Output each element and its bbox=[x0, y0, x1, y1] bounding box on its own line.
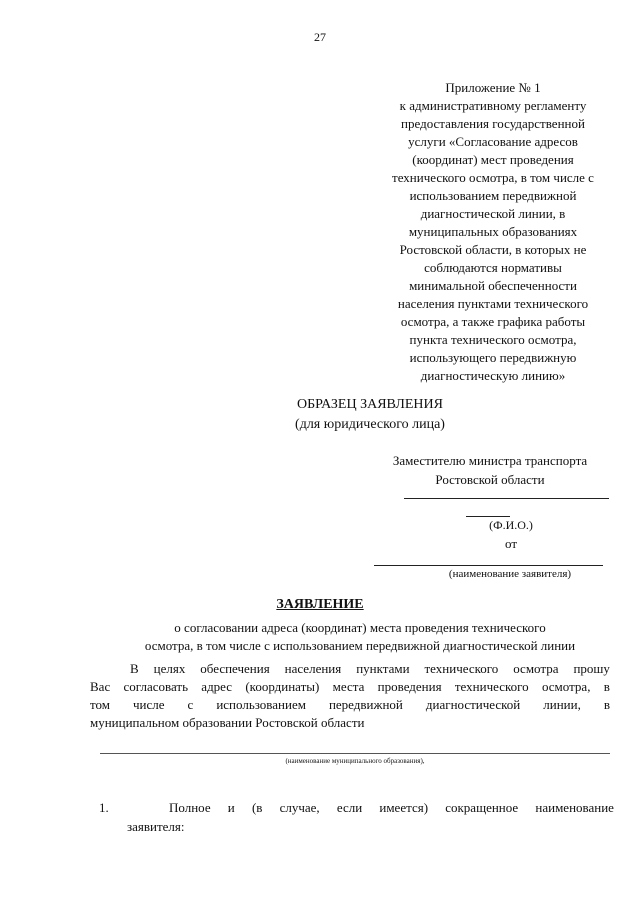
appendix-line: Приложение № 1 bbox=[445, 80, 541, 95]
sample-heading: ОБРАЗЕЦ ЗАЯВЛЕНИЯ bbox=[297, 397, 443, 412]
appendix-line: пункта технического осмотра, bbox=[409, 332, 577, 347]
fio-caption: (Ф.И.О.) bbox=[489, 518, 533, 532]
paragraph-word: числе bbox=[133, 697, 165, 712]
item-label-line-1 bbox=[169, 798, 614, 817]
fio-blank-line bbox=[404, 498, 609, 499]
appendix-line: диагностической линии, в bbox=[420, 206, 566, 221]
municipality-blank-line bbox=[100, 753, 610, 754]
paragraph-word: адрес bbox=[201, 679, 233, 694]
statement-subtitle-line-1: о согласовании адреса (координат) места проведения технического bbox=[174, 620, 546, 635]
applicant-caption: (наименование заявителя) bbox=[448, 568, 572, 580]
paragraph-word: места bbox=[332, 679, 365, 694]
appendix-line: населения пунктами технического bbox=[397, 296, 589, 311]
item-label-line-2: заявителя: bbox=[127, 819, 185, 834]
request-paragraph bbox=[90, 660, 610, 732]
paragraph-word: Вас bbox=[90, 679, 111, 694]
paragraph-word: проведения bbox=[377, 679, 442, 694]
paragraph-line bbox=[90, 696, 610, 714]
municipality-caption: (наименование муниципального образования), bbox=[285, 757, 425, 765]
paragraph-word: пунктами bbox=[356, 661, 410, 676]
paragraph-word: осмотра bbox=[513, 661, 559, 676]
appendix-block bbox=[360, 79, 626, 385]
paragraph-word: населения bbox=[284, 661, 342, 676]
statement-title: ЗАЯВЛЕНИЕ bbox=[276, 597, 364, 612]
paragraph-word: передвижной bbox=[328, 697, 403, 712]
item-number: 1. bbox=[99, 800, 109, 815]
paragraph-word: В bbox=[130, 661, 139, 676]
paragraph-word: технического bbox=[454, 679, 529, 694]
item-label-word: если bbox=[336, 800, 363, 815]
paragraph-word: обеспечения bbox=[200, 661, 270, 676]
paragraph-word: в bbox=[603, 697, 610, 712]
paragraph-word: с bbox=[187, 697, 194, 712]
sample-subheading: (для юридического лица) bbox=[295, 417, 445, 432]
paragraph-line bbox=[90, 678, 610, 696]
item-label-word: (в bbox=[251, 800, 263, 815]
from-label: от bbox=[504, 536, 517, 551]
paragraph-word: согласовать bbox=[123, 679, 188, 694]
appendix-line: диагностическую линию» bbox=[420, 368, 566, 383]
statement-subtitle bbox=[80, 619, 640, 655]
appendix-line: (координат) мест проведения bbox=[412, 152, 574, 167]
addressee-block bbox=[365, 451, 615, 489]
appendix-line: использующего передвижную bbox=[409, 350, 577, 365]
item-label-word: сокращенное bbox=[445, 800, 519, 815]
appendix-line: Ростовской области, в которых не bbox=[399, 242, 587, 257]
appendix-line: соблюдаются нормативы bbox=[424, 260, 562, 275]
paragraph-word: целях bbox=[153, 661, 186, 676]
appendix-line: к административному регламенту bbox=[399, 98, 587, 113]
paragraph-word: муниципальном образовании Ростовской области bbox=[90, 715, 365, 730]
appendix-line: муниципальных образованиях bbox=[408, 224, 578, 239]
item-label-word: имеется) bbox=[379, 800, 429, 815]
page-number: 27 bbox=[314, 30, 326, 44]
paragraph-word: в bbox=[603, 679, 610, 694]
paragraph-word: диагностической bbox=[425, 697, 521, 712]
fio-short-line bbox=[466, 516, 510, 517]
paragraph-word: прошу bbox=[573, 661, 610, 676]
appendix-line: минимальной обеспеченности bbox=[409, 278, 577, 293]
appendix-line: осмотра, а также графика работы bbox=[400, 314, 586, 329]
appendix-line: услуги «Согласование адресов bbox=[408, 134, 578, 149]
appendix-line: технического осмотра, в том числе с bbox=[392, 170, 594, 185]
sample-heading-block bbox=[250, 395, 490, 435]
appendix-line: предоставления государственной bbox=[401, 116, 585, 131]
item-label-word: случае, bbox=[279, 800, 320, 815]
paragraph-word: использованием bbox=[216, 697, 306, 712]
item-label-word: и bbox=[227, 800, 235, 815]
paragraph-word: технического bbox=[424, 661, 499, 676]
statement-subtitle-line-2: осмотра, в том числе с использованием передвижной диагностической линии bbox=[144, 638, 576, 653]
item-label-word: Полное bbox=[169, 800, 211, 815]
paragraph-line bbox=[90, 714, 610, 732]
paragraph-word: (координаты) bbox=[245, 679, 320, 694]
applicant-blank-line bbox=[374, 565, 603, 566]
paragraph-word: осмотра, bbox=[541, 679, 591, 694]
paragraph-word: том bbox=[90, 697, 110, 712]
paragraph-line bbox=[90, 660, 610, 678]
addressee-line-1: Заместителю министра транспорта bbox=[392, 453, 588, 468]
appendix-line: использованием передвижной bbox=[409, 188, 577, 203]
item-label-word: наименование bbox=[535, 800, 614, 815]
addressee-line-2: Ростовской области bbox=[435, 472, 545, 487]
paragraph-word: линии, bbox=[543, 697, 581, 712]
